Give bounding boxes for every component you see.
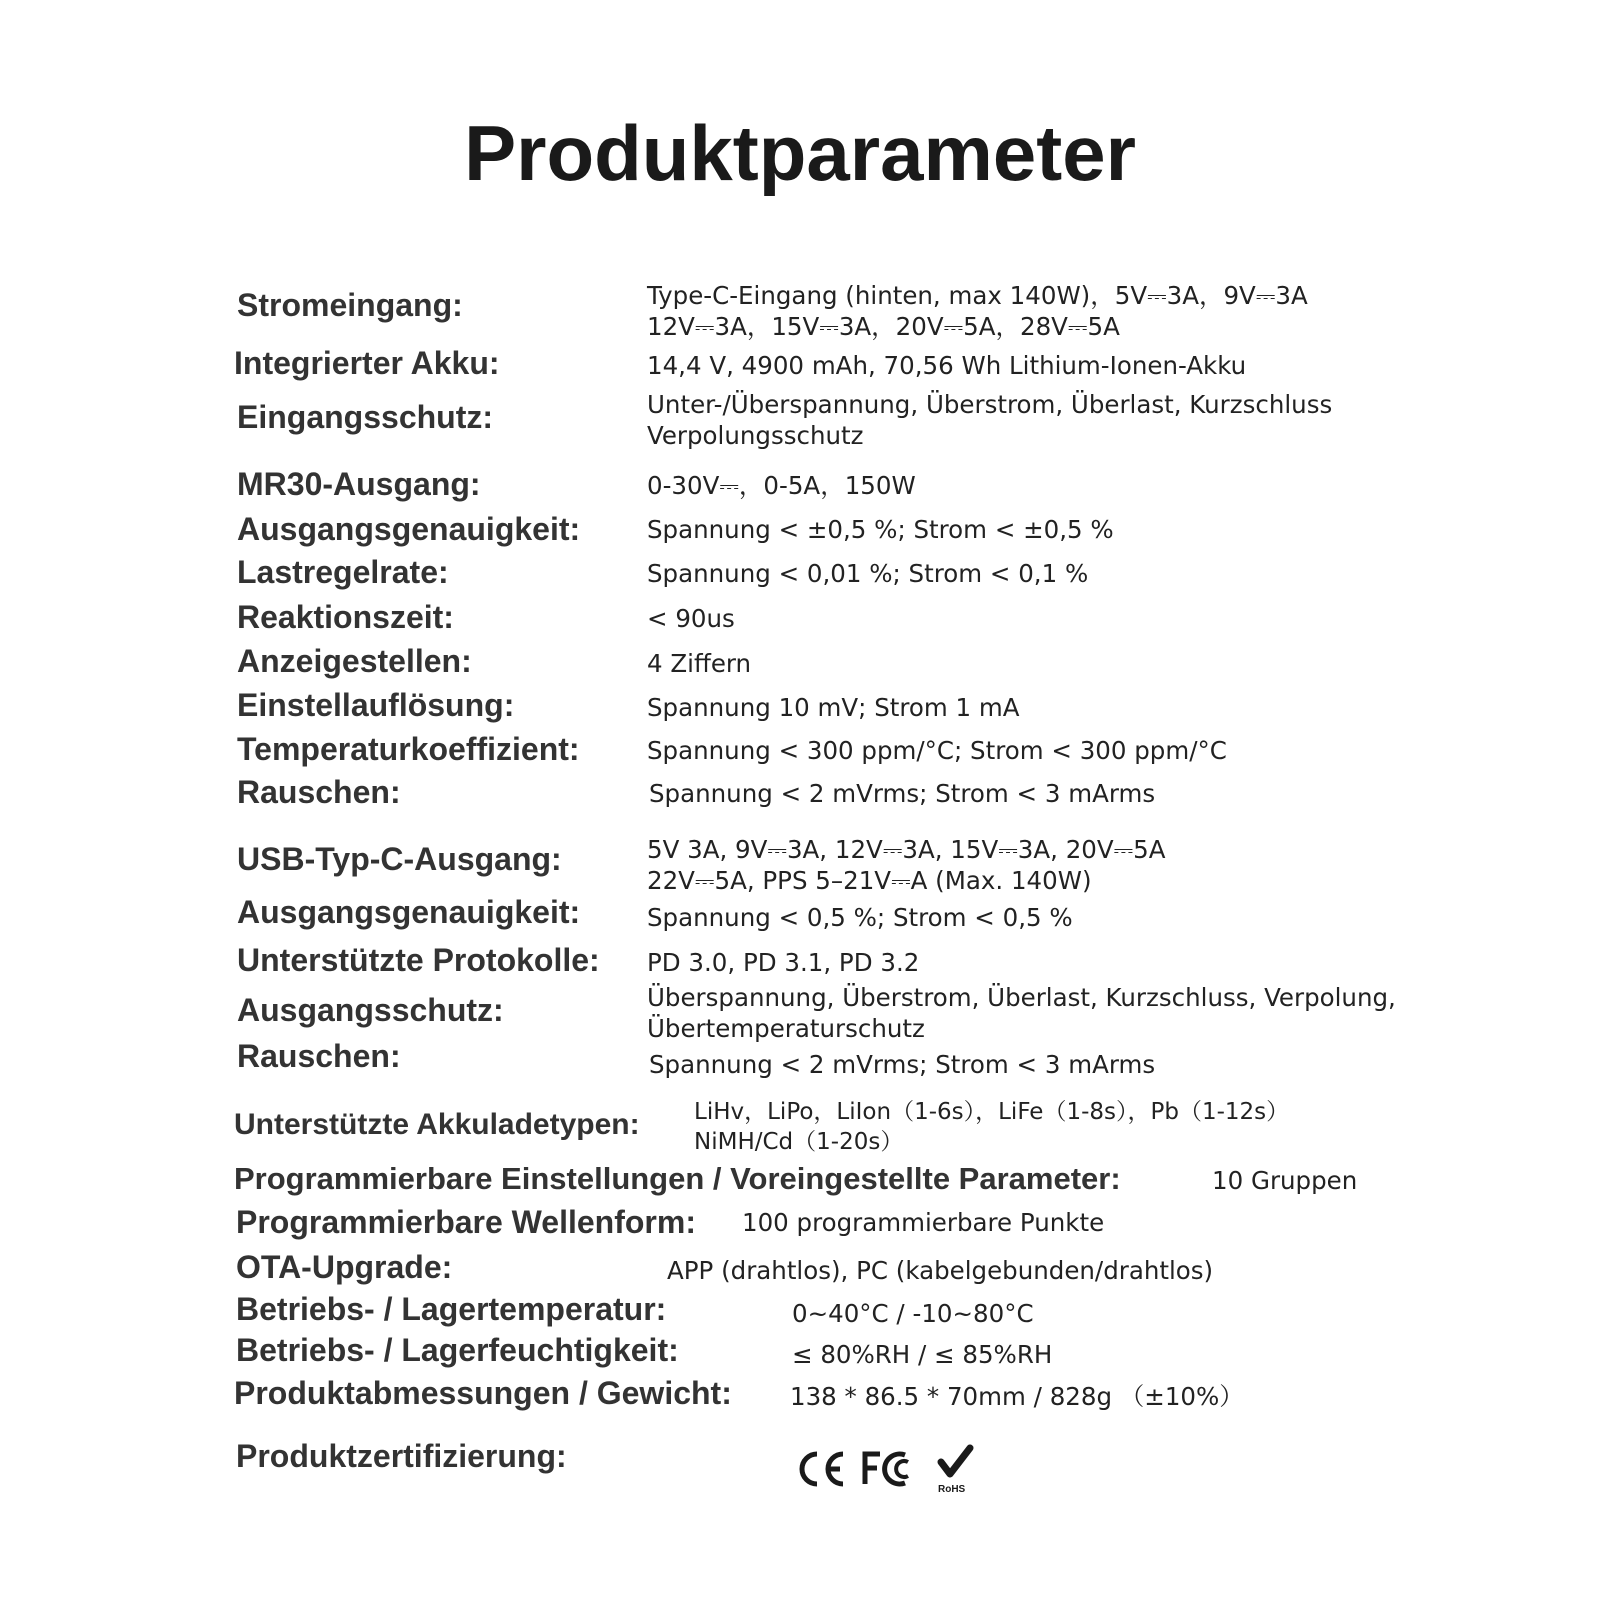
ota-label: OTA-Upgrade: [236, 1249, 453, 1285]
input-protection-line1: Unter-/Überspannung, Überstrom, Überlast, Kurzschluss [647, 390, 1333, 419]
dimensions-label: Produktabmessungen / Gewicht: [234, 1375, 732, 1411]
power-input-line1: Type-C-Eingang (hinten, max 140W)，5V⎓3A，9V⎓3A [647, 281, 1308, 310]
mr30-response-time-value: < 90us [647, 604, 735, 633]
usbc-output-line2: 22V⎓5A, PPS 5–21V⎓A (Max. 140W) [647, 866, 1092, 895]
rohs-mark-icon [936, 1442, 976, 1496]
power-input-label: Stromeingang: [237, 287, 463, 323]
presets-label: Programmierbare Einstellungen / Voreingestellte Parameter: [234, 1161, 1121, 1196]
usbc-noise-value: Spannung < 2 mVrms; Strom < 3 mArms [649, 1050, 1156, 1079]
usbc-output-line1: 5V 3A, 9V⎓3A, 12V⎓3A, 15V⎓3A, 20V⎓5A [647, 835, 1166, 864]
input-protection-label: Eingangsschutz: [237, 399, 494, 435]
usbc-protection-line2: Übertemperaturschutz [647, 1014, 925, 1043]
rohs-text: RoHS [938, 1484, 966, 1495]
usbc-accuracy-label: Ausgangsgenauigkeit: [237, 894, 581, 930]
mr30-response-time-label: Reaktionszeit: [237, 599, 454, 635]
usbc-noise-label: Rauschen: [237, 1038, 401, 1074]
waveform-value: 100 programmierbare Punkte [742, 1208, 1105, 1237]
mr30-output-label: MR30-Ausgang: [237, 466, 481, 502]
mr30-temp-coefficient-label: Temperaturkoeffizient: [237, 731, 580, 767]
presets-value: 10 Gruppen [1212, 1166, 1358, 1195]
mr30-load-regulation-label: Lastregelrate: [237, 554, 449, 590]
waveform-label: Programmierbare Wellenform: [236, 1204, 696, 1240]
temperature-label: Betriebs- / Lagertemperatur: [236, 1291, 667, 1327]
mr30-temp-coefficient-value: Spannung < 300 ppm/°C; Strom < 300 ppm/°C [647, 736, 1227, 765]
humidity-label: Betriebs- / Lagerfeuchtigkeit: [236, 1332, 679, 1368]
mr30-accuracy-value: Spannung < ±0,5 %; Strom < ±0,5 % [647, 515, 1114, 544]
usbc-output-label: USB-Typ-C-Ausgang: [237, 841, 562, 877]
dimensions-value: 138 * 86.5 * 70mm / 828g （±10%） [790, 1382, 1244, 1411]
usbc-protocols-label: Unterstützte Protokolle: [237, 942, 600, 978]
mr30-load-regulation-value: Spannung < 0,01 %; Strom < 0,1 % [647, 559, 1089, 588]
charge-types-label: Unterstützte Akkuladetypen: [234, 1108, 640, 1141]
ota-value: APP (drahtlos), PC (kabelgebunden/drahtlos) [667, 1256, 1214, 1285]
power-input-line2: 12V⎓3A，15V⎓3A，20V⎓5A，28V⎓5A [647, 312, 1120, 341]
charge-types-line2: NiMH/Cd（1-20s） [694, 1129, 904, 1155]
mr30-resolution-value: Spannung 10 mV; Strom 1 mA [647, 693, 1020, 722]
usbc-protection-label: Ausgangsschutz: [237, 992, 504, 1028]
fcc-mark-icon [860, 1442, 920, 1496]
page-title: Produktparameter [464, 109, 1136, 197]
mr30-display-digits-value: 4 Ziffern [647, 649, 752, 678]
usbc-protocols-value: PD 3.0, PD 3.1, PD 3.2 [647, 948, 920, 977]
humidity-value: ≤ 80%RH / ≤ 85%RH [792, 1340, 1053, 1369]
mr30-accuracy-label: Ausgangsgenauigkeit: [237, 511, 581, 547]
mr30-resolution-label: Einstellauflösung: [237, 687, 515, 723]
charge-types-line1: LiHv，LiPo，LiIon（1-6s），LiFe（1-8s），Pb（1-12s） [694, 1099, 1290, 1125]
temperature-value: 0~40°C / -10~80°C [792, 1299, 1034, 1328]
ce-mark-icon [796, 1442, 846, 1496]
certification-label: Produktzertifizierung: [236, 1438, 567, 1474]
battery-value: 14,4 V, 4900 mAh, 70,56 Wh Lithium-Ionen-Akku [647, 351, 1247, 380]
mr30-noise-label: Rauschen: [237, 774, 401, 810]
mr30-noise-value: Spannung < 2 mVrms; Strom < 3 mArms [649, 779, 1156, 808]
mr30-display-digits-label: Anzeigestellen: [237, 643, 472, 679]
usbc-accuracy-value: Spannung < 0,5 %; Strom < 0,5 % [647, 903, 1073, 932]
usbc-protection-line1: Überspannung, Überstrom, Überlast, Kurzschluss, Verpolung, [647, 983, 1396, 1012]
mr30-output-value: 0-30V⎓，0-5A，150W [647, 471, 916, 500]
battery-label: Integrierter Akku: [234, 345, 500, 381]
input-protection-line2: Verpolungsschutz [647, 421, 864, 450]
